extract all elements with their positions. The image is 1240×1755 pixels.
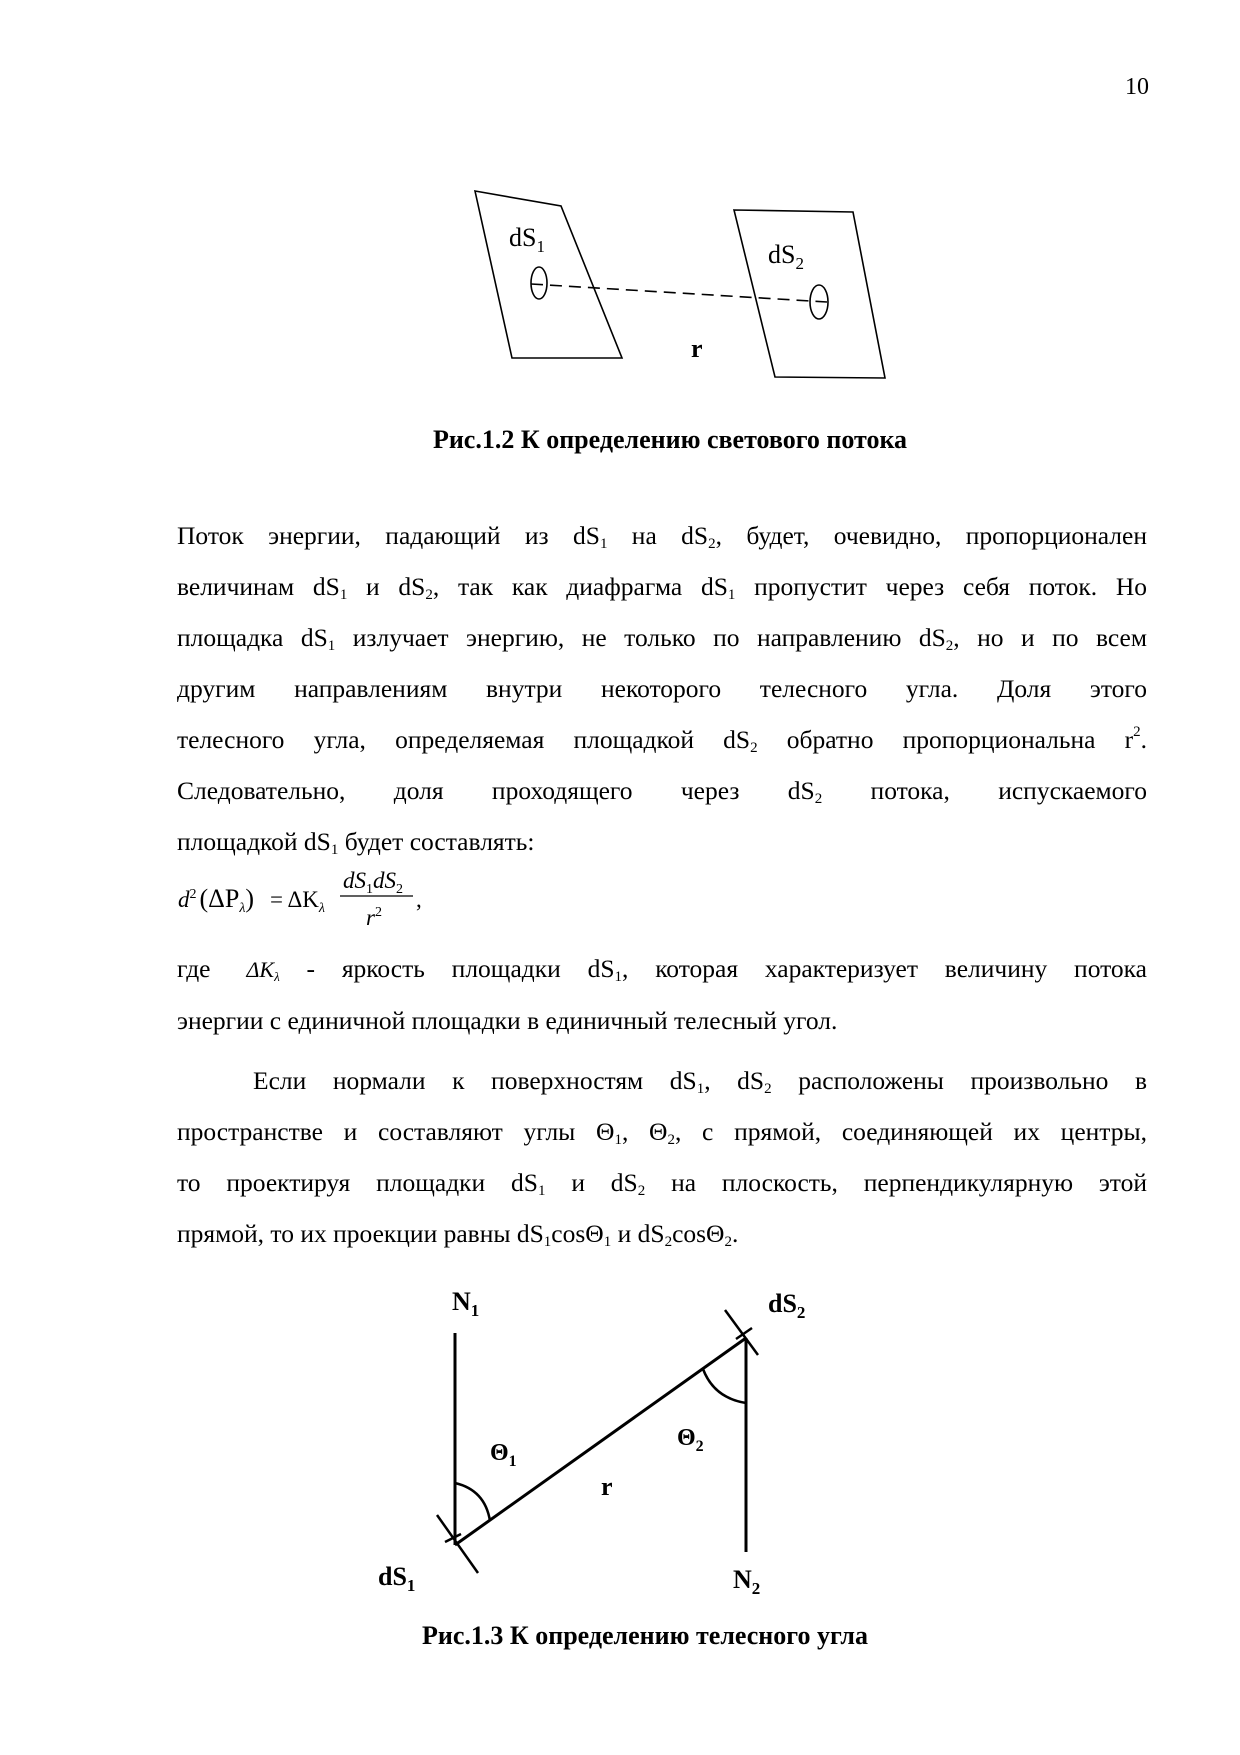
label-theta2: $\Theta_2$ [677, 1425, 704, 1455]
text-line: площадкой $dS_1$ будет составлять: [177, 827, 535, 858]
formula-numerator: $dS_1dS_2$ [343, 868, 403, 897]
text-line: то проектируя площадки $dS_1$ и $dS_2$ на плоскость, перпендикулярную этой [177, 1168, 1147, 1199]
figure-1-2-caption: Рис.1.2 К определению светового потока [432, 425, 908, 454]
label-r: r [601, 1472, 613, 1501]
text-line: пространстве и составляют углы $\Theta_1$, $\Theta_2$, с прямой, соединяющей их центры, [177, 1117, 1147, 1148]
formula-denominator: $r^2$ [366, 905, 382, 930]
label-ds2: $dS_2$ [768, 240, 804, 273]
text-line: площадка $dS_1$ излучает энергию, не только по направлению $dS_2$, но и по всем [177, 623, 1148, 654]
label-n1: $N_1$ [452, 1287, 480, 1320]
arc-theta1 [455, 1483, 490, 1521]
figure-1-3-caption: Рис.1.3 К определению телесного угла [421, 1621, 869, 1650]
text-line: Если нормали к поверхностям $dS_1$, $dS_2$ расположены произвольно в [253, 1066, 1147, 1097]
surface-ds1-mark [437, 1515, 478, 1573]
text-line: величинам $dS_1$ и $dS_2$, так как диафрагма $dS_1$ пропустит через себя поток. Но [177, 572, 1147, 603]
label-r: r [691, 334, 703, 363]
formula-lhs: $d^2$ $(\Delta P_\lambda)$ [178, 884, 255, 916]
text-line: прямой, то их проекции равны $dS_1\cos\Theta_1$ и $dS_2\cos\Theta_2$. [177, 1219, 739, 1250]
text-line: другим направлениям внутри некоторого телесного угла. Доля этого [177, 674, 1147, 703]
formula-comma: , [416, 887, 422, 912]
label-ds2: $dS_2$ [768, 1289, 806, 1322]
arc-theta2 [703, 1369, 746, 1403]
label-ds1: $dS_1$ [378, 1562, 416, 1595]
text-line: Следовательно, доля проходящего через $dS_2$ потока, испускаемого [177, 776, 1147, 807]
text-line: Поток энергии, падающий из $dS_1$ на $dS_2$, будет, очевидно, пропорционален [177, 521, 1147, 552]
label-ds1: $dS_1$ [509, 223, 545, 256]
label-theta1: $\Theta_1$ [490, 1440, 517, 1470]
text-line: где $\Delta K_\lambda$ - яркость площадки $dS_1$, которая характеризует величину потока [177, 954, 1147, 985]
text-line: телесного угла, определяемая площадкой $dS_2$ обратно пропорциональна $r^2$. [177, 724, 1147, 756]
page-number: 10 [1125, 74, 1149, 100]
label-n2: $N_2$ [733, 1565, 761, 1598]
text-line: энергии с единичной площадки в единичный телесный угол. [177, 1006, 838, 1035]
formula-eq: = $\Delta K_\lambda$ [270, 887, 325, 916]
